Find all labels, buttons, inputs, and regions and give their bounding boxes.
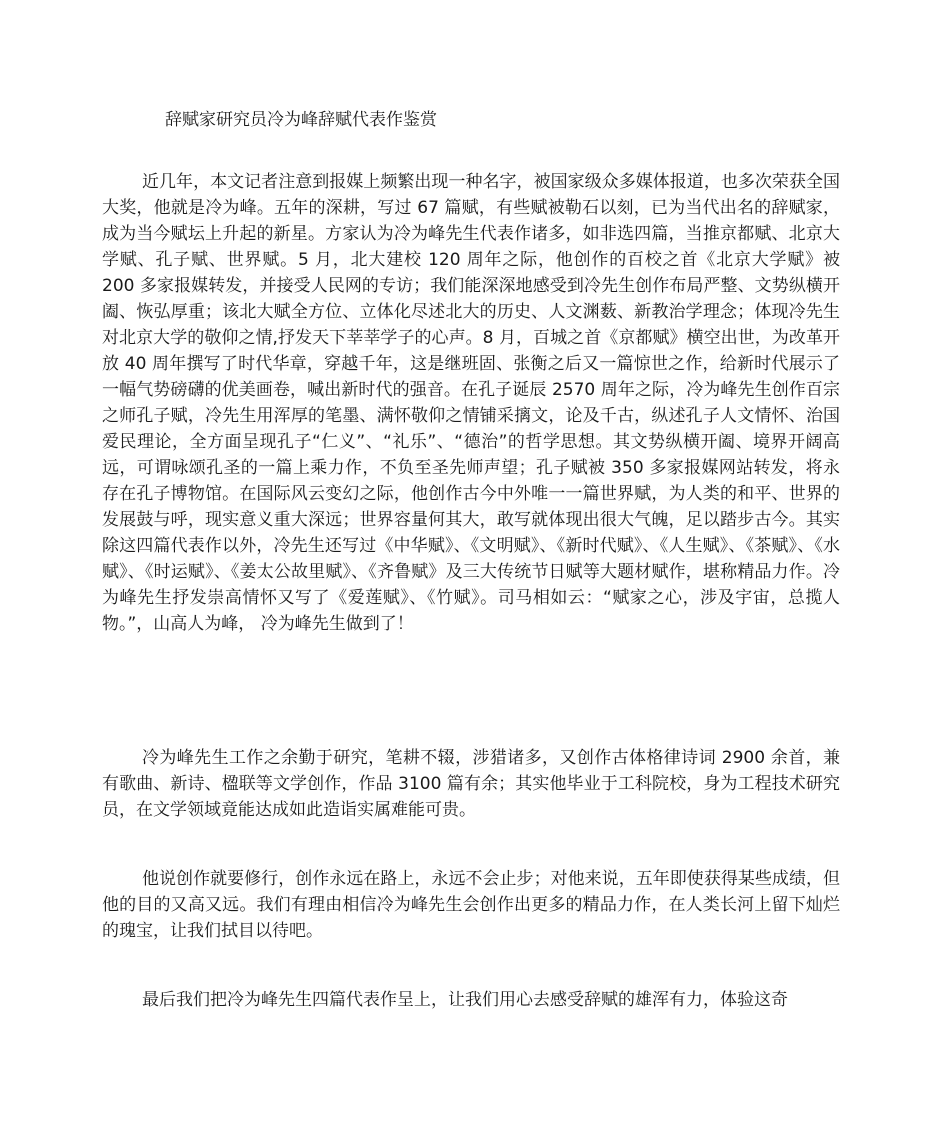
- paragraph-practice: 他说创作就要修行，创作永远在路上，永远不会止步；对他来说，五年即使获得某些成绩，但他的目的又高又远。我们有理由相信冷为峰先生会创作出更多的精品力作，在人类长河上留下灿烂的瑰宝，让我们拭目以待吧。: [102, 869, 840, 941]
- paragraph-research: 冷为峰先生工作之余勤于研究，笔耕不辍，涉猎诸多，又创作古体格律诗词 2900 余首，兼有歌曲、新诗、楹联等文学创作，作品 3100 篇有余；其实他毕业于工科院校，身为工程技术研究员，在文学领域竟能达成如此造诣实属难能可贵。: [102, 748, 840, 820]
- paragraph-closing: 最后我们把冷为峰先生四篇代表作呈上，让我们用心去感受辞赋的雄浑有力，体验这奇: [142, 990, 788, 1010]
- paragraph-intro: 近几年，本文记者注意到报媒上频繁出现一种名字，被国家级众多媒体报道，也多次荣获全国大奖，他就是冷为峰。五年的深耕，写过 67 篇赋，有些赋被勒石以刻，已为当代出名的辞赋家，成为当今赋坛上升起的新星。方家认为冷为峰先生代表作诸多，如非选四篇，当推京都赋、北京大学赋、孔子赋、世界赋。5 月，北大建校 120 周年之际，他创作的百校之首《北京大学赋》被 200 多家报媒转发，并接受人民网的专访；我们能深深地感受到冷先生创作布局严整、文势纵横开阖、恢弘厚重；该北大赋全方位、立体化尽述北大的历史、人文渊薮、新教治学理念；体现冷先生对北京大学的敬仰之情,抒发天下莘莘学子的心声。8 月，百城之首《京都赋》横空出世，为改革开放 40 周年撰写了时代华章，穿越千年，这是继班固、张衡之后又一篇惊世之作，给新时代展示了一幅气势磅礴的优美画卷，喊出新时代的强音。在孔子诞辰 2570 周年之际，冷为峰先生创作百宗之师孔子赋，冷先生用浑厚的笔墨、满怀敬仰之情铺采摛文，论及千古，纵述孔子人文情怀、治国爱民理论，全方面呈现孔子“仁义”、“礼乐”、“德治”的哲学思想。其文势纵横开阖、境界开阔高远，可谓咏颂孔圣的一篇上乘力作，不负至圣先师声望；孔子赋被 350 多家报媒网站转发，将永存在孔子博物馆。在国际风云变幻之际，他创作古今中外唯一一篇世界赋，为人类的和平、世界的发展鼓与呼，现实意义重大深远；世界容量何其大，敢写就体现出很大气魄，足以踏步古今。其实除这四篇代表作以外，冷先生还写过《中华赋》、《文明赋》、《新时代赋》、《人生赋》、《茶赋》、《水赋》、《时运赋》、《姜太公故里赋》、《齐鲁赋》及三大传统节日赋等大题材赋作，堪称精品力作。冷为峰先生抒发崇高情怀又写了《爱莲赋》、《竹赋》。司马相如云：“赋家之心，涉及宇宙，总揽人物。”，山高人为峰， 冷为峰先生做到了！: [102, 172, 840, 634]
- document-title: 辞赋家研究员冷为峰辞赋代表作鉴赏: [165, 110, 437, 130]
